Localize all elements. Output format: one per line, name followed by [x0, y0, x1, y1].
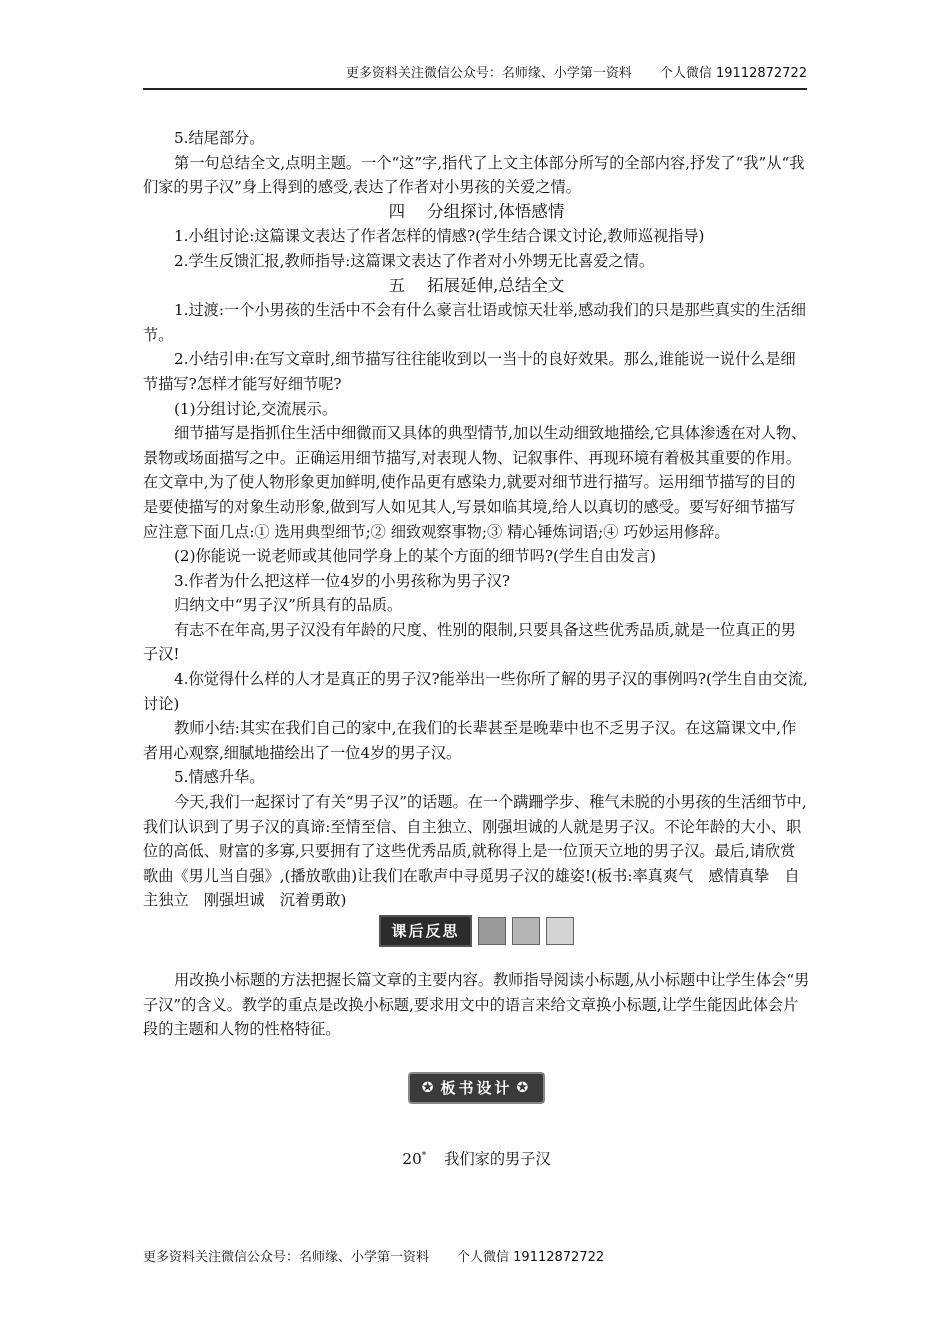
board-banner-row — [143, 1072, 810, 1104]
paragraph: 2.小结引申:在写文章时,细节描写往往能收到以一当十的良好效果。那么,谁能说一说什么是细节描写?怎样才能写好细节呢? — [143, 350, 796, 393]
paragraph: 4.你觉得什么样的人才是真正的男子汉?能举出一些你所了解的男子汉的事例吗?(学生自由交流,讨论) — [143, 670, 808, 713]
reflection-banner-row — [143, 916, 810, 946]
reflection-banner: 课后反思 — [379, 915, 471, 947]
footer-promo: 更多资料关注微信公众号：名师缘、小学第一资料 — [143, 1250, 430, 1265]
lesson-number: 20 — [402, 1149, 422, 1168]
board-banner — [408, 1072, 545, 1104]
lesson-mark: * — [421, 1150, 427, 1161]
page-header — [143, 64, 807, 90]
lesson-name: 我们家的男子汉 — [444, 1149, 551, 1168]
decor-square — [478, 917, 506, 945]
paragraph: 1.过渡:一个小男孩的生活中不会有什么豪言壮语或惊天壮举,感动我们的只是那些真实的生活细节。 — [143, 301, 806, 344]
decor-square — [546, 917, 574, 945]
page-footer — [143, 1246, 604, 1265]
reflection-text: 用改换小标题的方法把握长篇文章的主要内容。教师指导阅读小标题,从小标题中让学生体会“男子汉”的含义。教学的重点是改换小标题,要求用文中的语言来给文章换小标题,让学生能因此体会片段的主题和人物的性格特征。 — [143, 971, 810, 1039]
header-promo: 更多资料关注微信公众号：名师缘、小学第一资料 — [345, 66, 632, 81]
header-wechat: 个人微信 19112872722 — [659, 66, 807, 81]
decor-square — [512, 917, 540, 945]
paragraph: 1.小组讨论:这篇课文表达了作者怎样的情感?(学生结合课文讨论,教师巡视指导) — [174, 227, 705, 246]
paragraph: 有志不在年高,男子汉没有年龄的尺度、性别的限制,只要具备这些优秀品质,就是一位真正的男子汉! — [143, 620, 796, 664]
footer-wechat: 个人微信 19112872722 — [457, 1250, 605, 1265]
section-4-num: 四 — [388, 201, 406, 221]
section-5-heading — [143, 274, 810, 299]
star-icon: ✪ — [516, 1079, 532, 1096]
paragraph: (2)你能说一说老师或其他同学身上的某个方面的细节吗?(学生自由发言) — [174, 547, 656, 566]
section-5-title: 拓展延伸,总结全文 — [427, 275, 565, 295]
paragraph: (1)分组讨论,交流展示。 — [174, 399, 338, 418]
paragraph: 第一句总结全文,点明主题。一个“这”字,指代了上文主体部分所写的全部内容,抒发了“我”从“我们家的男子汉”身上得到的感受,表达了作者对小男孩的关爱之情。 — [143, 153, 805, 197]
paragraph: 3.作者为什么把这样一位4岁的小男孩称为男子汉? — [174, 571, 511, 590]
page-content — [143, 126, 810, 1169]
paragraph: 归纳文中“男子汉”所具有的品质。 — [174, 596, 403, 615]
star-icon: ✪ — [421, 1079, 437, 1096]
paragraph: 5.情感升华。 — [174, 768, 265, 787]
board-banner-label: 板书设计 — [440, 1079, 513, 1098]
paragraph: 教师小结:其实在我们自己的家中,在我们的长辈甚至是晚辈中也不乏男子汉。在这篇课文中,作者用心观察,细腻地描绘出了一位4岁的男子汉。 — [143, 719, 797, 762]
paragraph: 今天,我们一起探讨了有关“男子汉”的话题。在一个蹒跚学步、稚气未脱的小男孩的生活细节中,我们认识到了男子汉的真谛:至情至信、自主独立、刚强坦诚的人就是男子汉。不论年龄的大小、职位的高低、财富的多寡,只要拥有了这些优秀品质,就称得上是一位顶天立地的男子汉。最后,请欣赏歌曲《男儿当自强》,(播放歌曲)让我们在歌声中寻觅男子汉的雄姿!(板书:率真爽气 感情真挚 自主独立 刚强坦诚 沉着勇敢) — [143, 793, 807, 910]
paragraph: 5.结尾部分。 — [174, 129, 265, 147]
lesson-title — [143, 1148, 810, 1169]
section-4-title: 分组探讨,体悟感情 — [427, 201, 565, 221]
paragraph: 2.学生反馈汇报,教师指导:这篇课文表达了作者对小外甥无比喜爱之情。 — [174, 251, 655, 270]
paragraph: 细节描写是指抓住生活中细微而又具体的典型情节,加以生动细致地描绘,它具体渗透在对人物、景物或场面描写之中。正确运用细节描写,对表现人物、记叙事件、再现环境有着极其重要的作用。在文章中,为了使人物形象更加鲜明,使作品更有感染力,就要对细节进行描写。运用细节描写的目的是要使描写的对象生动形象,做到写人如见其人,写景如临其境,给人以真切的感受。要写好细节描写应注意下面几点:① 选用典型细节;② 细致观察事物;③ 精心锤炼词语;④ 巧妙运用修辞。 — [143, 424, 807, 541]
section-4-heading — [143, 200, 810, 225]
section-5-num: 五 — [388, 275, 406, 295]
